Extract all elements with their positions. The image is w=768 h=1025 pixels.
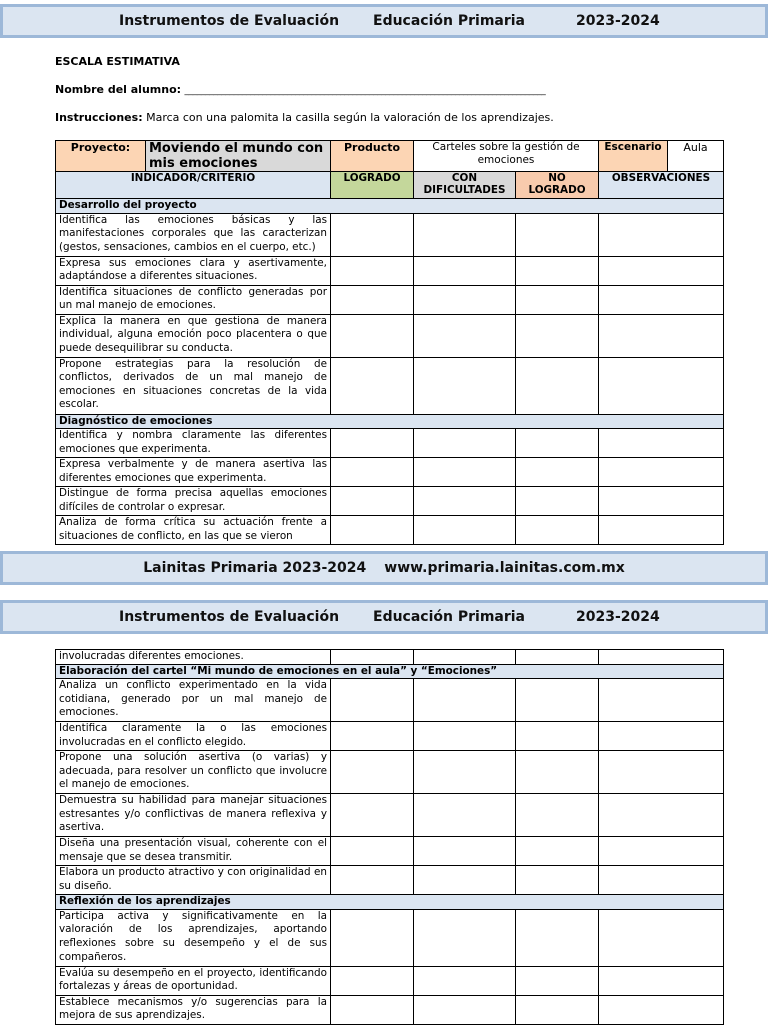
criterion: Elabora un producto atractivo y con originalidad en su diseño. — [56, 866, 331, 895]
section-desarrollo: Desarrollo del proyecto — [56, 199, 724, 214]
cell-logrado[interactable] — [331, 516, 414, 545]
cell-con-dificultades[interactable] — [414, 516, 516, 545]
cell-observaciones[interactable] — [599, 516, 724, 545]
cell-no-logrado[interactable] — [516, 866, 599, 895]
page-header-2 — [0, 600, 768, 634]
cell-no-logrado[interactable] — [516, 429, 599, 458]
table-row — [56, 256, 724, 285]
cell-con-dificultades[interactable] — [414, 837, 516, 866]
cell-no-logrado[interactable] — [516, 314, 599, 357]
cell-logrado[interactable] — [331, 285, 414, 314]
criterion: Identifica y nombra claramente las diferentes emociones que experimenta. — [56, 429, 331, 458]
cell-observaciones[interactable] — [599, 722, 724, 751]
page-header — [0, 4, 768, 38]
section-row — [56, 414, 724, 429]
cell-no-logrado[interactable] — [516, 722, 599, 751]
cell-logrado[interactable] — [331, 650, 414, 665]
table-row — [56, 909, 724, 966]
table-row — [56, 487, 724, 516]
cell-observaciones[interactable] — [599, 650, 724, 665]
cell-no-logrado[interactable] — [516, 487, 599, 516]
cell-no-logrado[interactable] — [516, 256, 599, 285]
cell-con-dificultades[interactable] — [414, 751, 516, 794]
scenario-value: Aula — [668, 141, 724, 172]
cell-observaciones[interactable] — [599, 866, 724, 895]
cell-observaciones[interactable] — [599, 966, 724, 995]
cell-no-logrado[interactable] — [516, 794, 599, 837]
evaluation-table-page1 — [55, 140, 724, 545]
cell-logrado[interactable] — [331, 909, 414, 966]
cell-logrado[interactable] — [331, 751, 414, 794]
criterion: Identifica las emociones básicas y las manifestaciones corporales que las caracterizan (gestos, sensaciones, cambios en el cuerpo, etc.) — [56, 213, 331, 256]
cell-observaciones[interactable] — [599, 751, 724, 794]
table-row — [56, 995, 724, 1024]
criterion: Propone estrategias para la resolución de conflictos, derivados de un mal manejo de emociones en situaciones concretas de la vida escolar. — [56, 357, 331, 414]
criterion: Explica la manera en que gestiona de manera individual, alguna emoción poco placentera o que puede desequilibrar su conducta. — [56, 314, 331, 357]
student-name-line — [55, 83, 545, 96]
col-observaciones: OBSERVACIONES — [599, 172, 724, 199]
criterion: Analiza de forma crítica su actuación frente a situaciones de conflicto, en las que se vieron — [56, 516, 331, 545]
criterion: Propone una solución asertiva (o varias) y adecuada, para resolver un conflicto que involucre el manejo de emociones. — [56, 751, 331, 794]
cell-observaciones[interactable] — [599, 314, 724, 357]
cell-no-logrado[interactable] — [516, 357, 599, 414]
section-row — [56, 199, 724, 214]
criterion: Expresa sus emociones clara y asertivamente, adaptándose a diferentes situaciones. — [56, 256, 331, 285]
cell-observaciones[interactable] — [599, 679, 724, 722]
cell-con-dificultades[interactable] — [414, 722, 516, 751]
cell-no-logrado[interactable] — [516, 516, 599, 545]
cell-logrado[interactable] — [331, 966, 414, 995]
product-label: Producto — [331, 141, 414, 172]
criterion: involucradas diferentes emociones. — [56, 650, 331, 665]
cell-con-dificultades[interactable] — [414, 429, 516, 458]
project-name: Moviendo el mundo con mis emociones — [146, 141, 331, 172]
table-row — [56, 650, 724, 665]
criterion: Identifica claramente la o las emociones involucradas en el conflicto elegido. — [56, 722, 331, 751]
section-row — [56, 895, 724, 910]
cell-observaciones[interactable] — [599, 909, 724, 966]
cell-con-dificultades[interactable] — [414, 314, 516, 357]
header-right: 2023-2024 — [576, 13, 660, 29]
cell-logrado[interactable] — [331, 722, 414, 751]
criterion: Demuestra su habilidad para manejar situaciones estresantes y/o conflictivas de manera reflexiva y asertiva. — [56, 794, 331, 837]
table-row — [56, 429, 724, 458]
table-row — [56, 357, 724, 414]
cell-observaciones[interactable] — [599, 213, 724, 256]
cell-logrado[interactable] — [331, 256, 414, 285]
cell-observaciones[interactable] — [599, 995, 724, 1024]
section-row — [56, 664, 724, 679]
cell-con-dificultades[interactable] — [414, 866, 516, 895]
cell-logrado[interactable] — [331, 837, 414, 866]
table-row — [56, 966, 724, 995]
header-left: Instrumentos de Evaluación — [119, 13, 340, 29]
cell-no-logrado[interactable] — [516, 751, 599, 794]
page-footer — [0, 551, 768, 585]
criterion: Expresa verbalmente y de manera asertiva las diferentes emociones que experimenta. — [56, 458, 331, 487]
col-no-logrado: NO LOGRADO — [516, 172, 599, 199]
table-row — [56, 213, 724, 256]
cell-con-dificultades[interactable] — [414, 487, 516, 516]
cell-logrado[interactable] — [331, 794, 414, 837]
cell-logrado[interactable] — [331, 487, 414, 516]
section-diagnostico: Diagnóstico de emociones — [56, 414, 724, 429]
cell-observaciones[interactable] — [599, 837, 724, 866]
cell-no-logrado[interactable] — [516, 285, 599, 314]
cell-no-logrado[interactable] — [516, 679, 599, 722]
cell-no-logrado[interactable] — [516, 995, 599, 1024]
criterion: Identifica situaciones de conflicto generadas por un mal manejo de emociones. — [56, 285, 331, 314]
section-reflexion: Reflexión de los aprendizajes — [56, 895, 724, 910]
footer-url: www.primaria.lainitas.com.mx — [384, 560, 625, 576]
table-row — [56, 794, 724, 837]
evaluation-table-page2 — [55, 649, 724, 1025]
doc-title: ESCALA ESTIMATIVA — [55, 55, 180, 68]
instructions — [55, 111, 554, 124]
header-center: Educación Primaria — [373, 13, 526, 29]
table-row — [56, 722, 724, 751]
project-row — [56, 141, 724, 172]
cell-observaciones[interactable] — [599, 429, 724, 458]
student-name-blank: ________________________________________________________________________________________ — [184, 86, 546, 96]
criterion: Diseña una presentación visual, coherente con el mensaje que se desea transmitir. — [56, 837, 331, 866]
cell-no-logrado[interactable] — [516, 650, 599, 665]
cell-logrado[interactable] — [331, 314, 414, 357]
cell-observaciones[interactable] — [599, 458, 724, 487]
column-header-row — [56, 172, 724, 199]
footer-text: Lainitas Primaria 2023-2024 — [143, 560, 367, 576]
cell-con-dificultades[interactable] — [414, 285, 516, 314]
cell-no-logrado[interactable] — [516, 966, 599, 995]
section-elaboracion: Elaboración del cartel “Mi mundo de emociones en el aula” y “Emociones” — [56, 664, 724, 679]
header-left: Instrumentos de Evaluación — [119, 609, 340, 625]
cell-observaciones[interactable] — [599, 285, 724, 314]
product-name: Carteles sobre la gestión de emociones — [414, 141, 599, 172]
criterion: Distingue de forma precisa aquellas emociones difíciles de controlar o expresar. — [56, 487, 331, 516]
scenario-label: Escenario — [599, 141, 668, 172]
criterion: Analiza un conflicto experimentado en la vida cotidiana, generado por un mal manejo de emociones. — [56, 679, 331, 722]
instructions-text: Marca con una palomita la casilla según la valoración de los aprendizajes. — [142, 111, 554, 124]
cell-con-dificultades[interactable] — [414, 995, 516, 1024]
cell-con-dificultades[interactable] — [414, 458, 516, 487]
cell-logrado[interactable] — [331, 357, 414, 414]
cell-con-dificultades[interactable] — [414, 650, 516, 665]
table-row — [56, 458, 724, 487]
cell-con-dificultades[interactable] — [414, 794, 516, 837]
cell-con-dificultades[interactable] — [414, 357, 516, 414]
cell-observaciones[interactable] — [599, 357, 724, 414]
table-row — [56, 314, 724, 357]
instructions-label: Instrucciones: — [55, 111, 143, 124]
table-row — [56, 516, 724, 545]
header-right: 2023-2024 — [576, 609, 660, 625]
table-row — [56, 751, 724, 794]
criterion: Participa activa y significativamente en la valoración de los aprendizajes, aportando reflexiones sobre su desempeño y el de sus compañeros. — [56, 909, 331, 966]
col-logrado: LOGRADO — [331, 172, 414, 199]
cell-no-logrado[interactable] — [516, 458, 599, 487]
cell-logrado[interactable] — [331, 679, 414, 722]
col-con-dificultades: CON DIFICULTADES — [414, 172, 516, 199]
cell-con-dificultades[interactable] — [414, 256, 516, 285]
cell-logrado[interactable] — [331, 995, 414, 1024]
cell-logrado[interactable] — [331, 458, 414, 487]
table-row — [56, 679, 724, 722]
cell-con-dificultades[interactable] — [414, 966, 516, 995]
table-row — [56, 837, 724, 866]
header-center: Educación Primaria — [373, 609, 526, 625]
cell-observaciones[interactable] — [599, 256, 724, 285]
cell-observaciones[interactable] — [599, 487, 724, 516]
student-name-label: Nombre del alumno: — [55, 83, 182, 96]
project-label: Proyecto: — [56, 141, 146, 172]
cell-no-logrado[interactable] — [516, 213, 599, 256]
cell-no-logrado[interactable] — [516, 909, 599, 966]
col-indicator: INDICADOR/CRITERIO — [56, 172, 331, 199]
table-row — [56, 285, 724, 314]
cell-observaciones[interactable] — [599, 794, 724, 837]
cell-logrado[interactable] — [331, 429, 414, 458]
table-row — [56, 866, 724, 895]
criterion: Evalúa su desempeño en el proyecto, identificando fortalezas y áreas de oportunidad. — [56, 966, 331, 995]
criterion: Establece mecanismos y/o sugerencias para la mejora de sus aprendizajes. — [56, 995, 331, 1024]
cell-con-dificultades[interactable] — [414, 213, 516, 256]
cell-logrado[interactable] — [331, 866, 414, 895]
cell-con-dificultades[interactable] — [414, 909, 516, 966]
cell-logrado[interactable] — [331, 213, 414, 256]
cell-con-dificultades[interactable] — [414, 679, 516, 722]
cell-no-logrado[interactable] — [516, 837, 599, 866]
